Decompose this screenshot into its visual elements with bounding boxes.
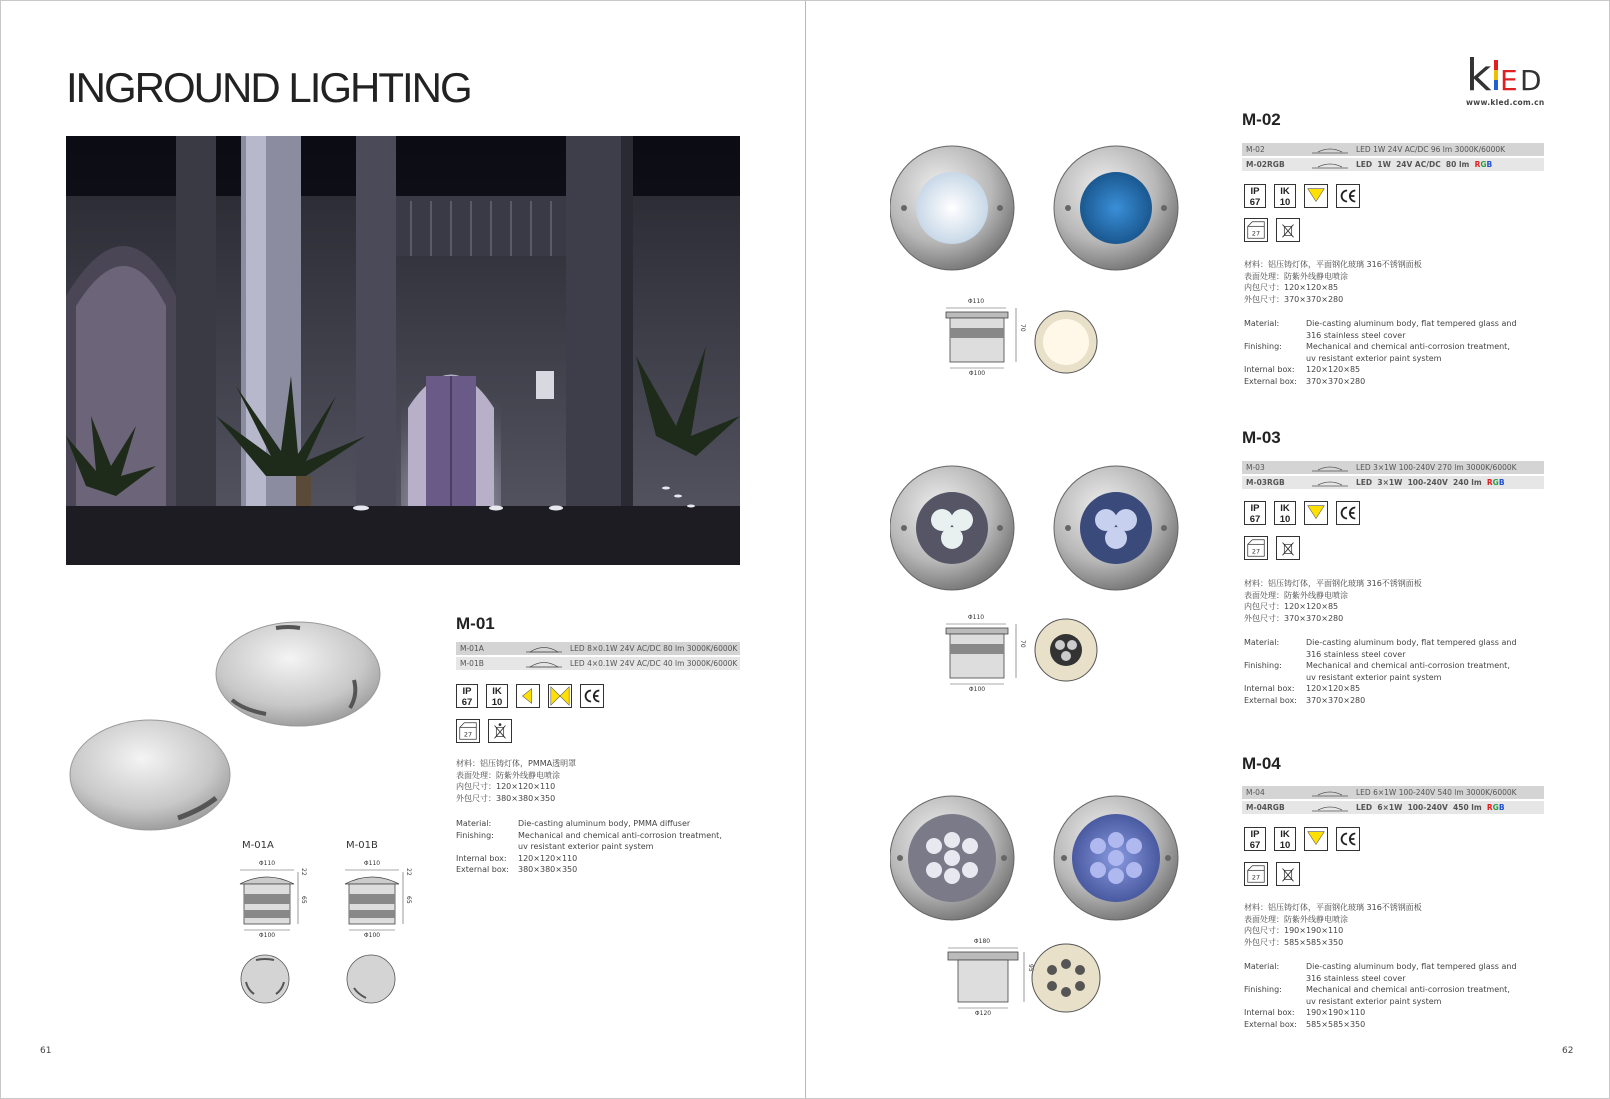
m02-english-specs xyxy=(1244,318,1564,387)
en-value: 190×190×110 xyxy=(1306,1008,1366,1017)
en-value: 380×380×350 xyxy=(518,865,578,874)
spec-text: LED 1W 24V AC/DC 96 lm 3000K/6000K xyxy=(1356,145,1506,154)
right-product-images xyxy=(890,140,1200,1040)
en-value: 120×120×85 xyxy=(1306,684,1361,693)
en-value: Mechanical and chemical anti-corrosion treatment, xyxy=(1306,985,1510,994)
m01a-dimension-drawing xyxy=(236,860,306,940)
svg-text:27: 27 xyxy=(1251,547,1261,556)
m02-cert-row2 xyxy=(1244,218,1300,242)
en-value: Die-casting aluminum body, PMMA diffuser xyxy=(518,819,691,828)
cn-line: 材料：铝压铸灯体，平面钢化玻璃 316不锈钢面板 xyxy=(1244,260,1422,269)
en-value: 316 stainless steel cover xyxy=(1306,330,1406,340)
m04-rgb-image xyxy=(1054,796,1178,920)
beam-angle-icon xyxy=(1304,827,1328,851)
m03-chinese-specs xyxy=(1244,578,1422,624)
luminaire-icon xyxy=(1310,788,1350,798)
luminaire-icon xyxy=(524,659,564,669)
m02-white-image xyxy=(890,146,1014,270)
m01a-dome xyxy=(216,622,380,726)
cn-line: 表面处理：防紫外线静电喷涂 xyxy=(1244,271,1348,281)
spec-code: M-01B xyxy=(460,659,484,668)
spec-code: M-04RGB xyxy=(1246,803,1285,812)
dim-bottom: Φ100 xyxy=(968,686,986,693)
dim-top: Φ110 xyxy=(967,614,985,621)
en-value: Die-casting aluminum body, flat tempered glass and xyxy=(1306,638,1517,647)
en-label: Internal box: xyxy=(1244,1008,1295,1017)
cn-line: 外包尺寸：370×370×280 xyxy=(1244,294,1344,304)
temperature-box-icon xyxy=(456,719,480,743)
m01b-top-view xyxy=(344,952,404,1006)
m01-cert-row xyxy=(456,684,604,708)
en-label: Internal box: xyxy=(1244,365,1295,374)
en-label: Material: xyxy=(456,819,492,828)
m01a-dim-top: Φ110 xyxy=(258,860,276,867)
en-value: Mechanical and chemical anti-corrosion treatment, xyxy=(518,830,722,840)
m04rgb-spec-row xyxy=(1242,801,1544,814)
dim-height: 70 xyxy=(1019,640,1026,648)
en-value: 370×370×280 xyxy=(1306,695,1366,705)
m01b-dim-h1: 22 xyxy=(405,868,412,876)
cn-line: 外包尺寸：380×380×350 xyxy=(456,793,556,803)
m01b-dimension-drawing xyxy=(341,860,411,940)
dim-bottom: Φ120 xyxy=(974,1010,992,1017)
en-value: 120×120×110 xyxy=(518,853,578,863)
dim-bottom: Φ100 xyxy=(968,370,986,377)
m04-english-specs xyxy=(1244,961,1564,1030)
en-value: uv resistant exterior paint system xyxy=(1306,996,1442,1006)
cn-line: 表面处理：防紫外线静电喷涂 xyxy=(1244,590,1348,600)
m04-spec-row xyxy=(1242,786,1544,799)
en-label: Internal box: xyxy=(1244,684,1295,693)
m01b-dim-bottom: Φ100 xyxy=(363,932,381,939)
en-value: uv resistant exterior paint system xyxy=(1306,672,1442,682)
beam-angle-icon xyxy=(1304,501,1328,525)
m02-chinese-specs xyxy=(1244,259,1422,305)
spec-text: LED 3×1W 100-240V 240 lm xyxy=(1356,478,1487,487)
luminaire-icon xyxy=(1310,160,1350,170)
cn-line: 内包尺寸：190×190×110 xyxy=(1244,926,1344,935)
en-value: uv resistant exterior paint system xyxy=(518,842,654,851)
page-title: INGROUND LIGHTING xyxy=(66,64,471,111)
m04-cert-row2 xyxy=(1244,862,1300,886)
svg-text:k: k xyxy=(1466,50,1492,96)
spec-text: LED 1W 24V AC/DC 80 lm xyxy=(1356,160,1475,169)
cn-line: 材料：铝压铸灯体，平面钢化玻璃 316不锈钢面板 xyxy=(1244,579,1422,588)
en-label: Internal box: xyxy=(456,853,507,863)
en-label: Material: xyxy=(1244,319,1280,328)
m01a-dim-h2: 65 xyxy=(300,896,307,904)
m02-dimension-drawing xyxy=(944,298,1034,378)
m03-english-specs xyxy=(1244,637,1564,706)
cn-line: 表面处理：防紫外线静电喷涂 xyxy=(1244,914,1348,924)
en-label: External box: xyxy=(1244,695,1297,705)
spec-code: M-04 xyxy=(1246,788,1265,797)
luminaire-icon xyxy=(1310,463,1350,473)
church-photo-graphic xyxy=(66,136,740,565)
m01-model-title: M-01 xyxy=(456,614,495,633)
en-value: Die-casting aluminum body, flat tempered glass and xyxy=(1306,962,1517,971)
spec-text: LED 4×0.1W 24V AC/DC 40 lm 3000K/6000K xyxy=(570,659,738,668)
ik-rating-badge: IK 10 xyxy=(486,684,508,708)
church-photo xyxy=(66,136,740,565)
m02-cert-row xyxy=(1244,184,1360,208)
en-label: Finishing: xyxy=(456,830,494,840)
en-value: 370×370×280 xyxy=(1306,376,1366,386)
m01a-top-view xyxy=(238,952,298,1006)
m04-chinese-specs xyxy=(1244,902,1422,948)
svg-text:E: E xyxy=(1500,64,1518,96)
cn-line: 材料：铝压铸灯体，PMMA透明罩 xyxy=(456,759,577,768)
en-value: Mechanical and chemical anti-corrosion treatment, xyxy=(1306,661,1510,670)
logo-url: www.kled.com.cn xyxy=(1466,98,1545,107)
variant-b-label: M-01B xyxy=(346,840,378,851)
en-value: Die-casting aluminum body, flat tempered glass and xyxy=(1306,319,1517,328)
m04-dimension-drawing xyxy=(946,938,1036,1018)
m03-white-image xyxy=(890,466,1014,590)
svg-text:27: 27 xyxy=(1251,873,1261,882)
ce-mark-icon xyxy=(1336,184,1360,208)
cn-line: 外包尺寸：370×370×280 xyxy=(1244,613,1344,623)
m02-rgb-image xyxy=(1054,146,1178,270)
ik-rating-badge: IK 10 xyxy=(1274,501,1296,525)
ce-mark-icon xyxy=(580,684,604,708)
m02rgb-spec-row xyxy=(1242,158,1544,171)
m02-spec-row xyxy=(1242,143,1544,156)
m01b-dim-top: Φ110 xyxy=(363,860,381,867)
m03-cert-row2 xyxy=(1244,536,1300,560)
rgb-label: RGB xyxy=(1486,478,1505,487)
variant-a-label: M-01A xyxy=(242,840,274,851)
ce-mark-icon xyxy=(1336,501,1360,525)
spec-code: M-02 xyxy=(1246,145,1265,154)
weee-recycle-icon xyxy=(1276,536,1300,560)
m01a-dim-h1: 22 xyxy=(300,868,307,876)
cn-line: 内包尺寸：120×120×110 xyxy=(456,782,556,791)
svg-text:D: D xyxy=(1520,64,1542,96)
weee-recycle-icon xyxy=(488,719,512,743)
cn-line: 材料：铝压铸灯体，平面钢化玻璃 316不锈钢面板 xyxy=(1244,903,1422,912)
beam-angle-icon xyxy=(1304,184,1328,208)
weee-recycle-icon xyxy=(1276,218,1300,242)
m01a-spec-row xyxy=(456,642,740,655)
en-label: Finishing: xyxy=(1244,342,1282,351)
spec-text: LED 8×0.1W 24V AC/DC 80 lm 3000K/6000K xyxy=(570,644,738,653)
m03-cert-row xyxy=(1244,501,1360,525)
m03rgb-spec-row xyxy=(1242,476,1544,489)
m04-model-title: M-04 xyxy=(1242,754,1281,773)
m04-cert-row xyxy=(1244,827,1360,851)
m01b-dome xyxy=(70,720,230,830)
m01-cert-row2 xyxy=(456,719,512,743)
rgb-label: RGB xyxy=(1474,160,1493,169)
temperature-box-icon xyxy=(1244,218,1268,242)
spec-text: LED 6×1W 100-240V 450 lm xyxy=(1356,803,1487,812)
ip-rating-badge: IP 67 xyxy=(456,684,478,708)
beam-angle-both-icon xyxy=(548,684,572,708)
ip-rating-badge: IP 67 xyxy=(1244,827,1266,851)
spec-text: LED 6×1W 100-240V 540 lm 3000K/6000K xyxy=(1356,788,1517,797)
en-value: 585×585×350 xyxy=(1306,1019,1366,1029)
m01-chinese-specs xyxy=(456,758,576,804)
en-label: External box: xyxy=(1244,1019,1297,1029)
weee-recycle-icon xyxy=(1276,862,1300,886)
en-value: 316 stainless steel cover xyxy=(1306,649,1406,659)
m02-front-view xyxy=(1035,311,1097,373)
m01a-dim-bottom: Φ100 xyxy=(258,932,276,939)
en-label: External box: xyxy=(1244,376,1297,386)
dim-height: 70 xyxy=(1019,324,1026,332)
ip-rating-badge: IP 67 xyxy=(1244,501,1266,525)
luminaire-icon xyxy=(524,644,564,654)
ip-rating-badge: IP 67 xyxy=(1244,184,1266,208)
luminaire-icon xyxy=(1310,803,1350,813)
en-value: Mechanical and chemical anti-corrosion treatment, xyxy=(1306,342,1510,351)
m02-model-title: M-02 xyxy=(1242,110,1281,129)
m01b-spec-row xyxy=(456,657,740,670)
svg-text:27: 27 xyxy=(463,730,473,739)
cn-line: 表面处理：防紫外线静电喷涂 xyxy=(456,770,560,780)
spec-code: M-03 xyxy=(1246,463,1265,472)
cn-line: 内包尺寸：120×120×85 xyxy=(1244,602,1339,611)
m03-front-view xyxy=(1035,619,1097,681)
en-value: uv resistant exterior paint system xyxy=(1306,353,1442,363)
luminaire-icon xyxy=(1310,145,1350,155)
cn-line: 内包尺寸：120×120×85 xyxy=(1244,283,1339,292)
luminaire-icon xyxy=(1310,478,1350,488)
m01-english-specs xyxy=(456,818,756,876)
en-label: Finishing: xyxy=(1244,985,1282,994)
m01-product-images xyxy=(66,610,406,850)
temperature-box-icon xyxy=(1244,862,1268,886)
spec-code: M-02RGB xyxy=(1246,160,1285,169)
ce-mark-icon xyxy=(1336,827,1360,851)
m04-front-view xyxy=(1032,944,1100,1012)
m03-rgb-image xyxy=(1054,466,1178,590)
en-value: 316 stainless steel cover xyxy=(1306,973,1406,983)
temperature-box-icon xyxy=(1244,536,1268,560)
m01b-dim-h2: 65 xyxy=(405,896,412,904)
dim-top: Φ180 xyxy=(973,938,991,945)
cn-line: 外包尺寸：585×585×350 xyxy=(1244,937,1344,947)
dim-height: 95 xyxy=(1027,964,1034,972)
en-label: Material: xyxy=(1244,638,1280,647)
svg-text:27: 27 xyxy=(1251,229,1261,238)
en-value: 120×120×85 xyxy=(1306,365,1361,374)
m03-dimension-drawing xyxy=(944,614,1034,694)
ik-rating-badge: IK 10 xyxy=(1274,827,1296,851)
en-label: External box: xyxy=(456,865,509,874)
page-number-right: 62 xyxy=(1562,1046,1574,1056)
m03-spec-row xyxy=(1242,461,1544,474)
en-label: Material: xyxy=(1244,962,1280,971)
spec-text: LED 3×1W 100-240V 270 lm 3000K/6000K xyxy=(1356,463,1517,472)
rgb-label: RGB xyxy=(1486,803,1505,812)
spec-code: M-03RGB xyxy=(1246,478,1285,487)
m03-model-title: M-03 xyxy=(1242,428,1281,447)
spec-code: M-01A xyxy=(460,644,484,653)
beam-angle-left-icon xyxy=(516,684,540,708)
m04-white-image xyxy=(890,796,1014,920)
page-number-left: 61 xyxy=(40,1046,52,1056)
en-label: Finishing: xyxy=(1244,661,1282,670)
dim-top: Φ110 xyxy=(967,298,985,305)
kled-logo xyxy=(1466,48,1546,96)
ik-rating-badge: IK 10 xyxy=(1274,184,1296,208)
